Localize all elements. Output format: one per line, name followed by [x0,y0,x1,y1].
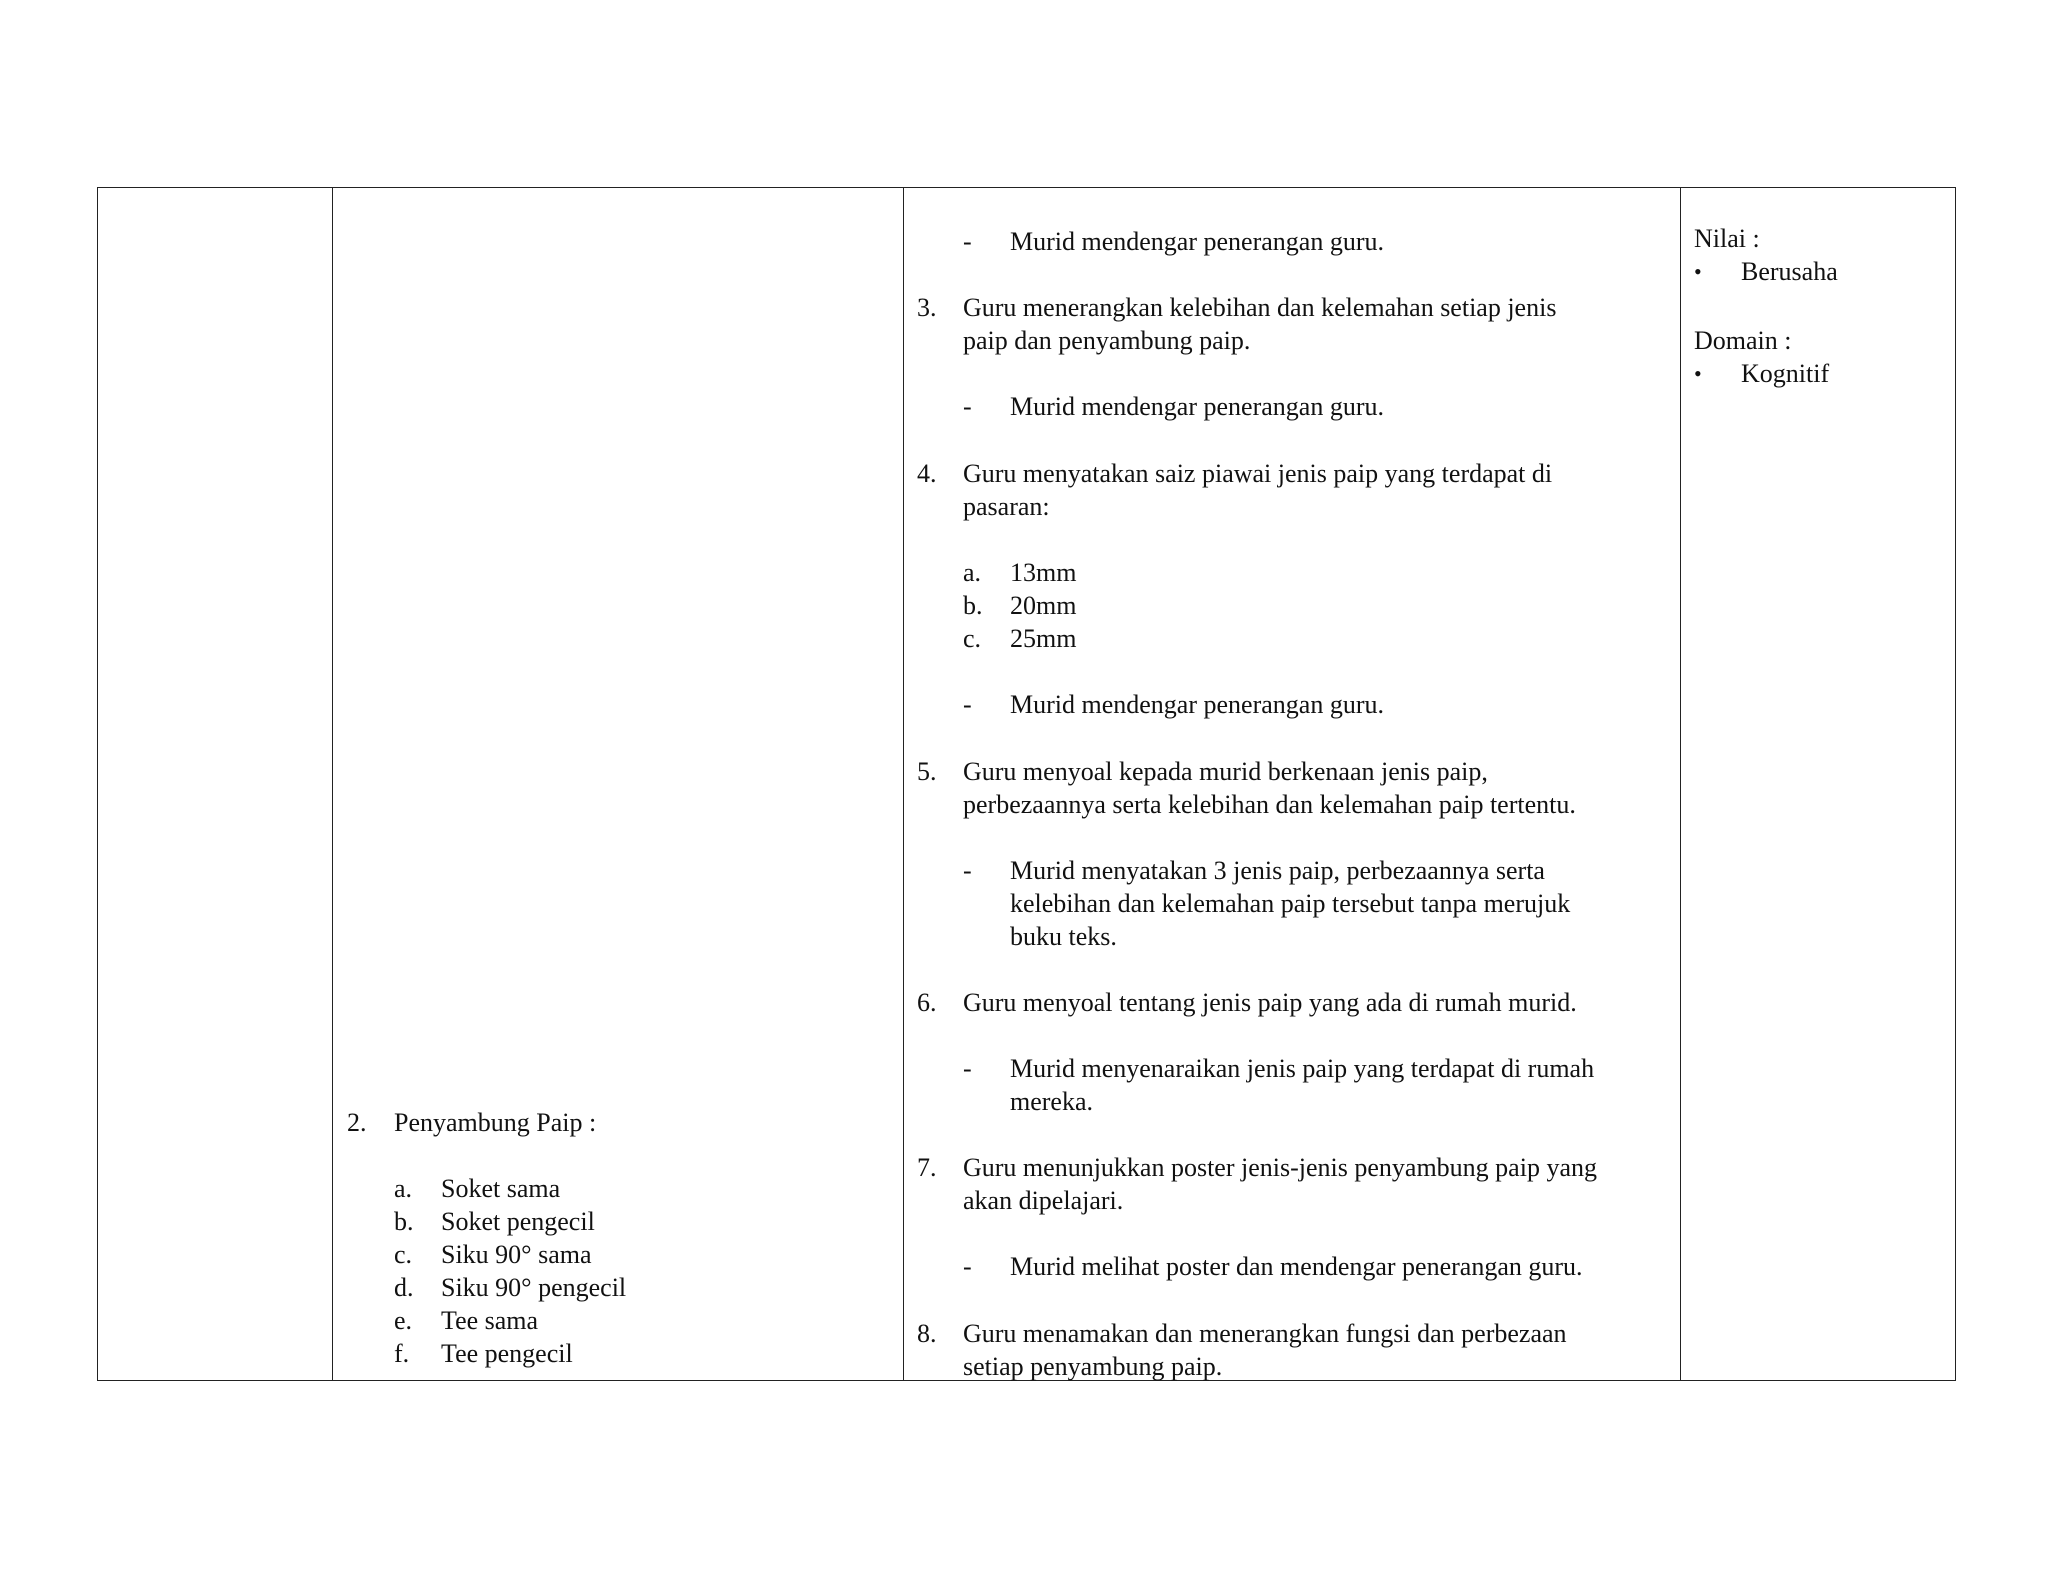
step-number: 8. [917,1319,937,1348]
step-text: setiap penyambung paip. [963,1352,1223,1381]
section-number: 2. [347,1108,367,1137]
step-number: 6. [917,988,937,1017]
list-item-marker: f. [394,1339,410,1368]
nilai-item: Berusaha [1741,257,1838,286]
step-text: Guru menyatakan saiz piawai jenis paip yang terdapat di [963,459,1553,488]
response-dash: - [963,227,972,256]
bullet-icon: • [1694,259,1702,284]
response-text: Murid mendengar penerangan guru. [1010,690,1384,719]
list-item: Soket sama [441,1174,561,1203]
step-number: 7. [917,1153,937,1182]
domain-item: Kognitif [1741,359,1830,388]
response-text: Murid menyenaraikan jenis paip yang terdapat di rumah [1010,1054,1595,1083]
table-row [98,188,1956,1381]
step-text: perbezaannya serta kelebihan dan kelemahan paip tertentu. [963,790,1576,819]
step-number: 5. [917,757,937,786]
response-text: Murid mendengar penerangan guru. [1010,392,1384,421]
step-text: pasaran: [963,492,1050,521]
lesson-plan-table [97,187,1956,1381]
step-number: 4. [917,459,937,488]
size-item: 20mm [1010,591,1077,620]
cell-activities [904,188,1681,1381]
step-number: 3. [917,293,937,322]
domain-label: Domain : [1694,326,1792,355]
step-text: Guru menyoal tentang jenis paip yang ada di rumah murid. [963,988,1577,1017]
size-marker: a. [963,558,982,587]
step-text: Guru menyoal kepada murid berkenaan jenis paip, [963,757,1488,786]
cell-values [1681,188,1956,1381]
cell-step [98,188,333,1381]
response-text: Murid mendengar penerangan guru. [1010,227,1384,256]
list-item-marker: c. [394,1240,413,1269]
list-item-marker: d. [394,1273,414,1302]
response-text: buku teks. [1010,922,1117,951]
response-text: Murid melihat poster dan mendengar penerangan guru. [1010,1252,1583,1281]
size-marker: c. [963,624,982,653]
list-item: Tee sama [441,1306,539,1335]
nilai-label: Nilai : [1694,224,1760,253]
list-item: Soket pengecil [441,1207,595,1236]
response-dash: - [963,1054,972,1083]
response-text: mereka. [1010,1087,1094,1116]
bullet-icon: • [1694,361,1702,386]
response-dash: - [963,1252,972,1281]
size-item: 13mm [1010,558,1077,587]
section-heading: Penyambung Paip : [394,1108,597,1137]
step-text: akan dipelajari. [963,1186,1124,1215]
list-item: Siku 90° sama [441,1240,592,1269]
step-text: paip dan penyambung paip. [963,326,1251,355]
list-item-marker: a. [394,1174,413,1203]
step-text: Guru menerangkan kelebihan dan kelemahan setiap jenis [963,293,1557,322]
response-text: kelebihan dan kelemahan paip tersebut tanpa merujuk [1010,889,1571,918]
response-dash: - [963,856,972,885]
list-item-marker: e. [394,1306,413,1335]
cell-content [333,188,904,1381]
step-text: Guru menamakan dan menerangkan fungsi dan perbezaan [963,1319,1567,1348]
list-item: Tee pengecil [441,1339,573,1368]
response-dash: - [963,690,972,719]
response-dash: - [963,392,972,421]
step-text: Guru menunjukkan poster jenis-jenis penyambung paip yang [963,1153,1597,1182]
list-item: Siku 90° pengecil [441,1273,627,1302]
response-text: Murid menyatakan 3 jenis paip, perbezaannya serta [1010,856,1545,885]
size-marker: b. [963,591,983,620]
list-item-marker: b. [394,1207,414,1236]
size-item: 25mm [1010,624,1077,653]
